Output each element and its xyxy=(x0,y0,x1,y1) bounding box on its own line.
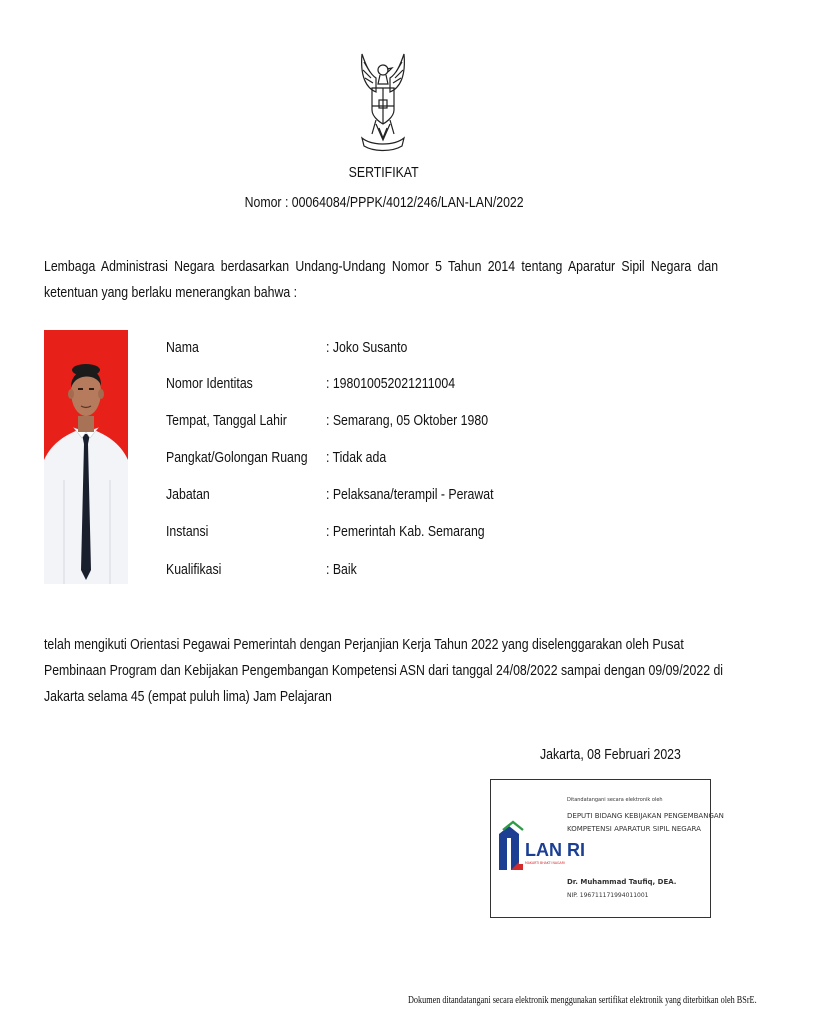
field-value-nama: : Joko Susanto xyxy=(326,339,408,356)
field-value-jabatan: : Pelaksana/terampil - Perawat xyxy=(326,486,494,503)
participant-photo xyxy=(44,330,128,584)
closing-paragraph: telah mengikuti Orientasi Pegawai Pemerintah dengan Perjanjian Kerja Tahun 2022 yang diselenggarakan oleh Pusat Pembinaan Program dan Kebijakan Pengembangan Kompetensi ASN dari tanggal 24/08/2022 sampai dengan 09/09/2022 di Jakarta selama 45 (empat puluh lima) Jam Pelajaran xyxy=(44,636,724,705)
field-label-kualifikasi: Kualifikasi xyxy=(166,561,222,578)
field-value-instansi: : Pemerintah Kab. Semarang xyxy=(326,523,485,540)
certificate-number: Nomor : 00064084/PPPK/4012/246/LAN-LAN/2022 xyxy=(244,194,524,211)
field-label-pangkat-golongan: Pangkat/Golongan Ruang xyxy=(166,449,308,466)
field-label-instansi: Instansi xyxy=(166,523,209,540)
certificate-title: SERTIFIKAT xyxy=(349,164,419,181)
field-label-nomor-identitas: Nomor Identitas xyxy=(166,375,253,392)
field-label-jabatan: Jabatan xyxy=(166,486,210,503)
svg-text:MAKARTI BHAKTI NAGARI: MAKARTI BHAKTI NAGARI xyxy=(525,861,565,865)
field-value-kualifikasi: : Baik xyxy=(326,561,357,578)
lan-ri-logo-icon xyxy=(497,820,585,876)
field-value-nomor-identitas: : 198010052021211004 xyxy=(326,375,456,392)
signature-office-line-1: DEPUTI BIDANG KEBIJAKAN PENGEMBANGAN xyxy=(567,812,724,820)
field-value-tempat-tanggal-lahir: : Semarang, 05 Oktober 1980 xyxy=(326,412,489,429)
signatory-nip: NIP. 196711171994011001 xyxy=(567,892,649,899)
signature-office-line-2: KOMPETENSI APARATUR SIPIL NEGARA xyxy=(567,825,701,833)
intro-paragraph: Lembaga Administrasi Negara berdasarkan Undang-Undang Nomor 5 Tahun 2014 tentang Aparatur Sipil Negara dan ketentuan yang berlaku menerangkan bahwa : xyxy=(44,258,719,301)
svg-text:LAN RI: LAN RI xyxy=(525,840,585,860)
garuda-emblem-icon xyxy=(352,48,414,154)
signature-place-date: Jakarta, 08 Februari 2023 xyxy=(540,746,681,763)
field-label-nama: Nama xyxy=(166,339,199,356)
signature-note: Ditandatangani secara elektronik oleh xyxy=(567,797,663,803)
footer-note: Dokumen ditandatangani secara elektronik menggunakan sertifikat elektronik yang diterbitkan oleh BSrE. xyxy=(408,995,757,1006)
field-value-pangkat-golongan: : Tidak ada xyxy=(326,449,387,466)
field-label-tempat-tanggal-lahir: Tempat, Tanggal Lahir xyxy=(166,412,287,429)
electronic-signature-box xyxy=(490,779,724,918)
signatory-name: Dr. Muhammad Taufiq, DEA. xyxy=(567,878,677,886)
